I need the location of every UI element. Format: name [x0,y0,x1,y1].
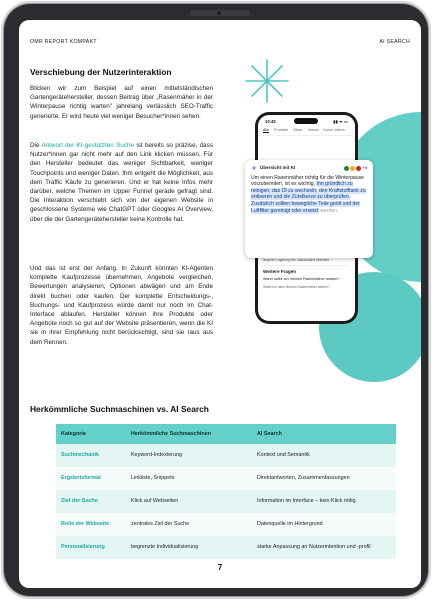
ai-text-intro: Um einen Rasenmäher richtig für die Winterpause vorzubereiten, ist es wichtig, [251,174,364,188]
category-cell: Ergebnisformat [56,467,126,490]
table-cell: Datenquelle im Hintergrund [252,513,396,536]
front-camera [190,10,250,16]
table-cell: Kontext und Semantik [252,444,396,467]
search-tabs [258,127,355,136]
tab-images[interactable]: Bilder [293,128,303,132]
more-questions-title: Weitere Fragen [263,265,350,274]
header-right: AI SEARCH [379,39,410,45]
running-header [30,39,410,45]
tab-short-videos[interactable]: Kurze Videos [323,128,345,132]
table-row [56,444,396,467]
table-row [56,536,396,559]
source-avatar-icon [350,166,355,171]
table-header: AI Search [252,424,396,444]
table-row [56,490,396,513]
source-avatar-icon [344,166,349,171]
paragraph-2 [30,141,213,224]
header-left: OMR REPORT KOMPAKT [30,39,97,45]
table-header: Kategorie [56,424,126,444]
table-cell: begrenzte Individualisierung [126,536,252,559]
question-item[interactable]: Sollte ich mein Benzin-Rasenmäher warten? [263,285,330,290]
dynamic-island [294,118,318,124]
ai-sparkle-icon [251,165,257,171]
table-cell: Klick auf Webseiten [126,490,252,513]
source-avatar-icon [356,166,361,171]
category-cell: Personalisierung [56,536,126,559]
sources-count: +4 [362,165,367,170]
tab-products[interactable]: Produkte [274,128,289,132]
tab-all[interactable]: Alle [263,128,269,132]
table-cell: Direktantworten, Zusammenfassungen [252,467,396,490]
ai-overview-title: Übersicht mit KI [260,165,296,170]
result-snippet: längeren Lagerung den Ladezustand beachten ... [263,257,333,262]
paragraph-1: Blicken wir zum Beispiel auf einen mittelständischen Gartengerätehersteller, dessen Beitrag über „Rasenmäher in der Winterpause richtig warten" jahrelang verlässlich SEO-Traffic generierte. Er wird heute viel weniger Besucher*innen sehen. [30,85,213,120]
section-title: Verschiebung der Nutzerinteraktion [30,67,172,77]
question-item[interactable]: Wann sollte ich meinen Rasenmäher warten? [263,276,340,281]
paragraph-3: Und das ist erst der Anfang. In Zukunft könnten KI-Agenten komplette Kaufprozesse übernehmen, Angebote vergleichen, Bewertungen analysieren, Optionen abwägen und am Ende direkt buchen oder kaufen. Der komplette Entscheidungs-, Buchungs- und Kaufprozess würde damit nur noch im Chat-Interface ablaufen. Hersteller können ihre Produkte oder Angebote noch so gut auf der Website präsentieren, wenn die KI sie in ihrer Empfehlung nicht berücksichtigt, sind sie raus aus dem Rennen. [30,265,213,346]
ai-sources[interactable] [344,165,367,172]
comparison-table [56,424,396,559]
category-cell: Suchmechanik [56,444,126,467]
phone-time: 10:45 [265,119,276,124]
table-cell: zentrales Ziel der Suche [126,513,252,536]
ai-overview-card [245,160,373,258]
ai-overview-header [251,165,367,172]
ai-text-fade: werden. [320,207,339,214]
paragraph-2-start: Die [30,142,42,149]
page-number: 7 [217,563,223,572]
ai-overview-text [251,175,367,215]
table-cell: starke Anpassung an Nutzerintention und -profil [252,536,396,559]
paragraph-2-rest: ist bereits so präzise, dass Nutzer*innen gar nicht mehr auf den Link klicken müssen. Für den Hersteller bedeutet das weniger Sichtbarkeit, weniger Touchpoints und weniger Daten. Ihm entgeht die Möglichkeit, aus dem Traffic Käufe zu generieren. Und er hat keine Infos mehr darüber, welche Themen im Upper Funnel gerade gefragt sind. Die Interaktion verschiebt sich von der eigenen Website in geschlossene Systeme wie ChatGPT oder Googles AI Overview, über die der Gartengerätehersteller keine Kontrolle hat. [30,142,213,223]
table-header: Herkömmliche Suchmaschinen [126,424,252,444]
ai-text-highlight: ihn gründlich zu reinigen, das Öl zu wechseln, den Kraftstofftank zu entleeren und die Zündkerze zu überprüfen. Zusätzlich sollten bewegliche Teile geölt und der Luftfilter gereinigt oder ersetzt [251,181,366,214]
tablet-frame [4,4,428,596]
table-title: Herkömmliche Suchmaschinen vs. AI Search [30,404,209,414]
ai-answer-link[interactable]: Antwort der KI-gestützten Suche [41,142,134,149]
table-cell: Linkliste, Snippets [126,467,252,490]
sparkle-decoration-icon [244,58,290,104]
table-row [56,513,396,536]
tab-videos[interactable]: Videos [307,128,319,132]
phone-status-icons: ▮▮ ᯤ ▭ [333,119,348,124]
table-cell: Keyword-Indexierung [126,444,252,467]
category-cell: Rolle der Webseite [56,513,126,536]
category-cell: Ziel der Suche [56,490,126,513]
table-row [56,467,396,490]
document-page [19,20,421,588]
table-cell: Information im Interface – kein Klick nötig [252,490,396,513]
